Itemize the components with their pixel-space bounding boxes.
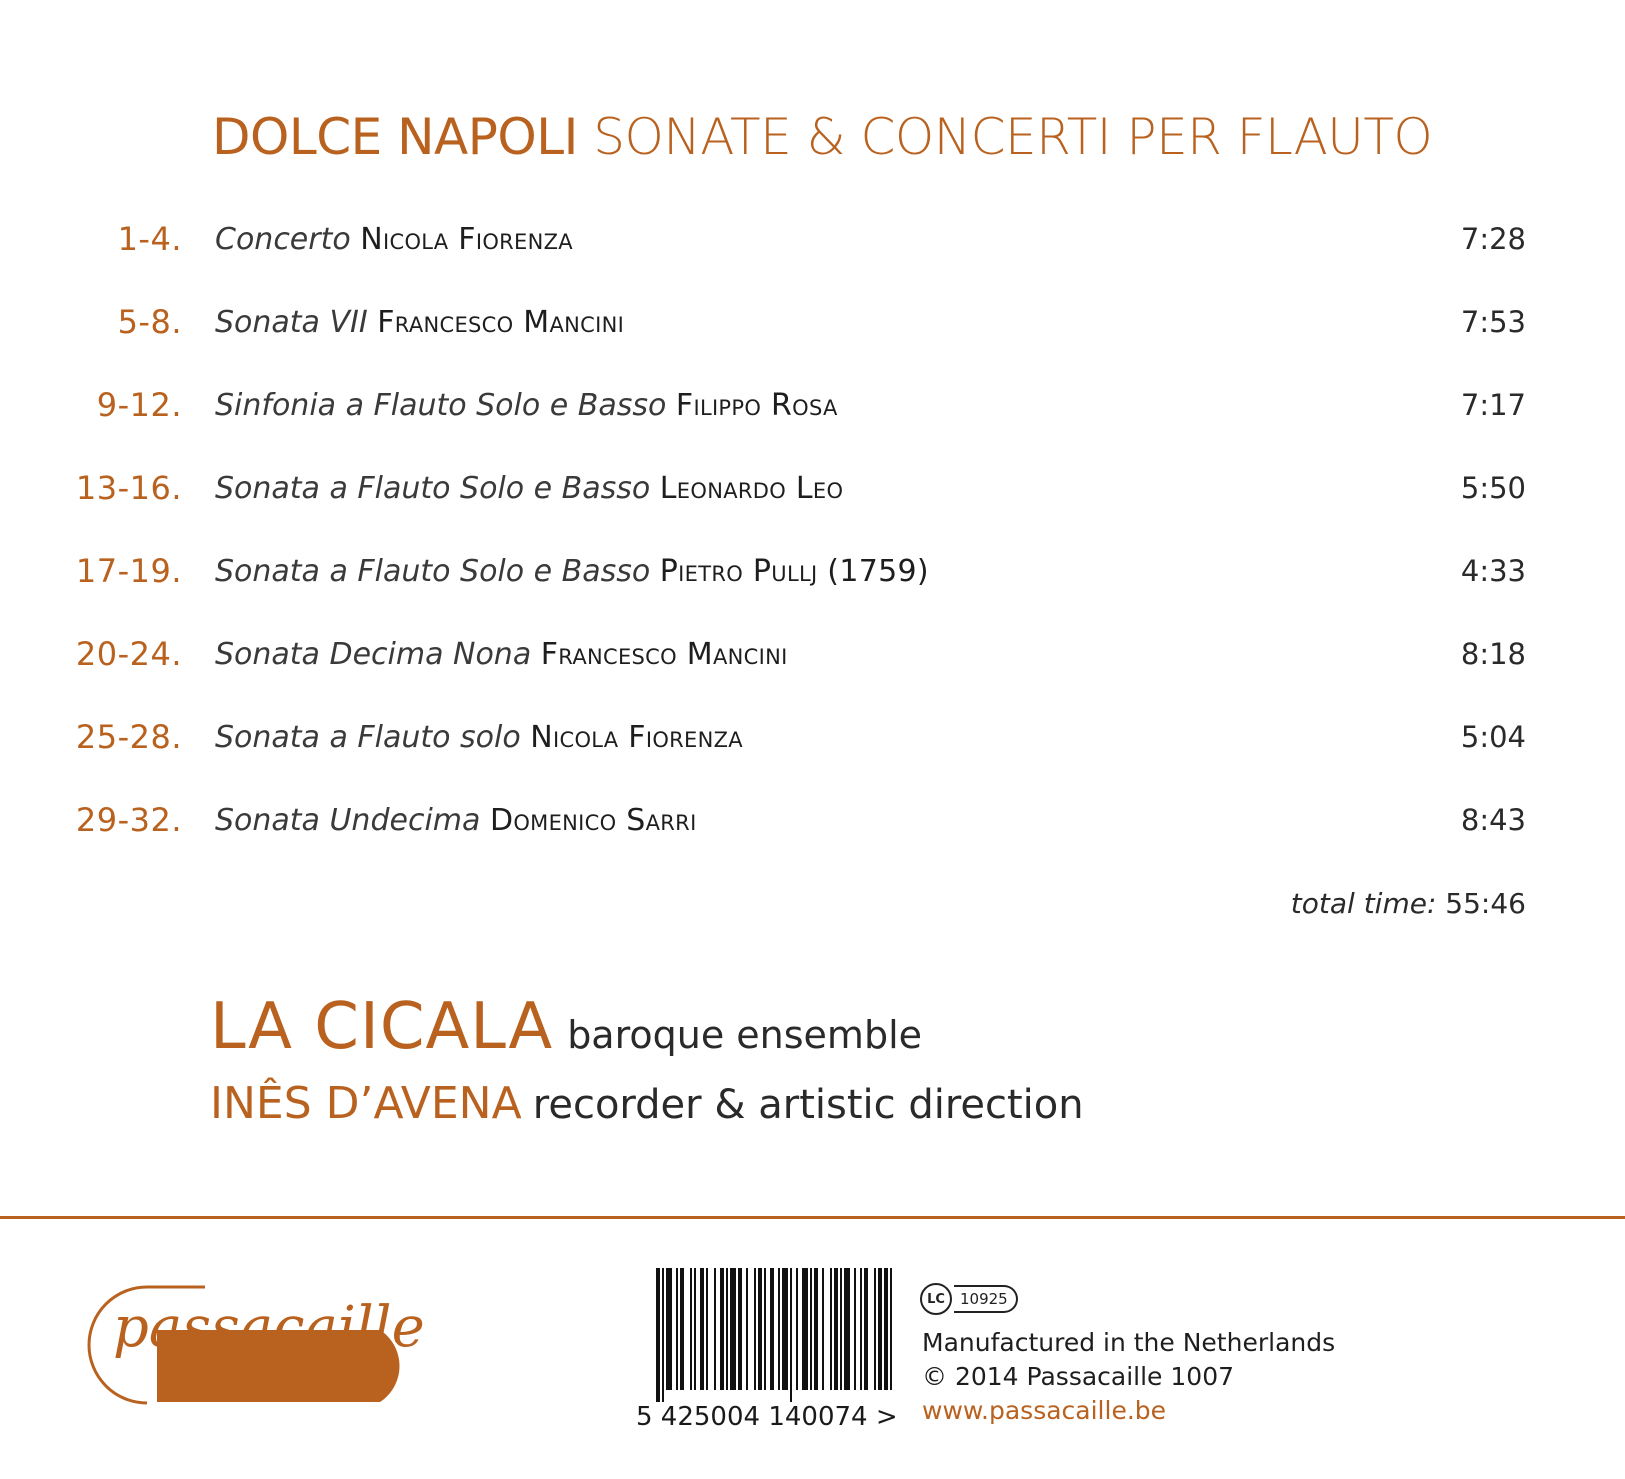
barcode-bar xyxy=(662,1268,664,1402)
track-row xyxy=(0,303,1625,343)
track-number: 25-28. xyxy=(75,718,182,756)
director-role: recorder & artistic direction xyxy=(532,1082,1084,1128)
track-row xyxy=(0,635,1625,675)
label-code-prefix: LC xyxy=(920,1283,952,1315)
barcode-bar xyxy=(680,1268,684,1390)
track-duration: 7:28 xyxy=(1460,222,1526,256)
website-link[interactable]: www.passacaille.be xyxy=(922,1396,1167,1425)
barcode-bar xyxy=(782,1268,788,1390)
track-duration: 5:50 xyxy=(1460,471,1526,505)
logo-text: passacaille xyxy=(113,1295,425,1360)
track-number: 5-8. xyxy=(117,303,182,341)
barcode-bar xyxy=(726,1268,728,1390)
barcode-bar xyxy=(694,1268,696,1390)
total-time xyxy=(1291,887,1526,920)
track-row xyxy=(0,801,1625,841)
composer-name: Nicola Fiorenza xyxy=(530,720,743,755)
track-row xyxy=(0,469,1625,509)
barcode-bar xyxy=(778,1268,780,1390)
track-duration: 8:43 xyxy=(1460,803,1526,837)
ensemble-credit xyxy=(210,990,922,1064)
barcode-bar xyxy=(754,1268,756,1390)
barcode-bar xyxy=(810,1268,812,1390)
work-title: Sonata Decima Nona xyxy=(215,637,532,672)
track-row xyxy=(0,552,1625,592)
barcode-bar xyxy=(890,1268,892,1390)
track-row xyxy=(0,220,1625,260)
work-title: Sonata a Flauto Solo e Basso xyxy=(215,471,651,506)
track-description xyxy=(215,637,788,672)
total-time-value: 55:46 xyxy=(1445,887,1526,920)
barcode-bar xyxy=(706,1268,708,1390)
barcode-bar xyxy=(834,1268,838,1390)
label-code xyxy=(920,1284,1018,1314)
barcode-bar xyxy=(730,1268,736,1390)
track-description xyxy=(215,554,929,589)
track-description xyxy=(215,720,743,755)
passacaille-logo-graphic xyxy=(85,1270,430,1405)
barcode-bar xyxy=(830,1268,832,1390)
work-title: Sinfonia a Flauto Solo e Basso xyxy=(215,388,667,423)
work-title: Sonata Undecima xyxy=(215,803,481,838)
track-duration: 7:53 xyxy=(1460,305,1526,339)
barcode-bar xyxy=(690,1268,692,1390)
track-description xyxy=(215,471,843,506)
track-duration: 8:18 xyxy=(1460,637,1526,671)
manufactured-text: Manufactured in the Netherlands xyxy=(922,1328,1336,1357)
composer-name: Pietro Pullj (1759) xyxy=(659,554,929,589)
work-title: Sonata VII xyxy=(215,305,368,340)
track-number: 9-12. xyxy=(96,386,182,424)
track-number: 17-19. xyxy=(75,552,182,590)
track-number: 13-16. xyxy=(75,469,182,507)
barcode-bar xyxy=(770,1268,774,1390)
barcode-bar xyxy=(676,1268,678,1390)
composer-name: Francesco Mancini xyxy=(540,637,788,672)
ensemble-role: baroque ensemble xyxy=(567,1013,923,1057)
divider xyxy=(0,1216,1625,1219)
barcode-bar xyxy=(878,1268,882,1390)
album-title-main: DOLCE NAPOLI xyxy=(212,108,578,166)
composer-name: Francesco Mancini xyxy=(377,305,625,340)
barcode-bar xyxy=(738,1268,742,1390)
composer-name: Leonardo Leo xyxy=(659,471,844,506)
barcode-bar xyxy=(796,1268,798,1390)
barcode-bar xyxy=(860,1268,862,1390)
barcode-bar xyxy=(746,1268,748,1390)
barcode-bar xyxy=(666,1268,672,1390)
barcode-bar xyxy=(814,1268,818,1390)
barcode-digits: 5 425004 140074 > xyxy=(636,1402,898,1432)
track-description xyxy=(215,388,838,423)
barcode-bar xyxy=(822,1268,824,1390)
composer-name: Filippo Rosa xyxy=(675,388,838,423)
barcode-bar xyxy=(874,1268,876,1390)
work-title: Sonata a Flauto solo xyxy=(215,720,521,755)
track-description xyxy=(215,222,573,257)
track-duration: 7:17 xyxy=(1460,388,1526,422)
barcode-bar xyxy=(864,1268,868,1390)
album-title-sub: SONATE & CONCERTI PER FLAUTO xyxy=(593,108,1433,166)
track-duration: 5:04 xyxy=(1460,720,1526,754)
barcode-bar xyxy=(844,1268,850,1390)
barcode-bars xyxy=(636,1268,904,1402)
barcode-bar xyxy=(764,1268,766,1390)
track-number: 29-32. xyxy=(75,801,182,839)
composer-name: Nicola Fiorenza xyxy=(360,222,573,257)
director-name: INÊS D’AVENA xyxy=(210,1078,522,1129)
barcode-bar xyxy=(840,1268,842,1390)
ensemble-name: LA CICALA xyxy=(210,990,554,1064)
copyright-text: © 2014 Passacaille 1007 xyxy=(922,1362,1235,1391)
barcode-bar xyxy=(802,1268,808,1390)
track-row xyxy=(0,718,1625,758)
work-title: Concerto xyxy=(215,222,351,257)
composer-name: Domenico Sarri xyxy=(489,803,697,838)
track-description xyxy=(215,305,624,340)
director-credit xyxy=(210,1078,1084,1129)
track-description xyxy=(215,803,697,838)
track-number: 1-4. xyxy=(117,220,182,258)
track-duration: 4:33 xyxy=(1460,554,1526,588)
barcode-bar xyxy=(884,1268,888,1390)
barcode-bar xyxy=(656,1268,660,1402)
passacaille-logo xyxy=(85,1270,430,1405)
work-title: Sonata a Flauto Solo e Basso xyxy=(215,554,651,589)
total-time-label: total time: xyxy=(1290,887,1437,920)
barcode-bar xyxy=(700,1268,704,1390)
track-number: 20-24. xyxy=(75,635,182,673)
barcode-bar xyxy=(714,1268,716,1390)
barcode-bar xyxy=(854,1268,856,1390)
label-code-number: 10925 xyxy=(954,1285,1018,1313)
release-info xyxy=(922,1326,1335,1428)
barcode xyxy=(636,1268,904,1430)
barcode-bar xyxy=(790,1268,792,1402)
barcode-bar xyxy=(720,1268,724,1390)
album-title xyxy=(212,108,1432,166)
track-row xyxy=(0,386,1625,426)
barcode-bar xyxy=(758,1268,762,1390)
